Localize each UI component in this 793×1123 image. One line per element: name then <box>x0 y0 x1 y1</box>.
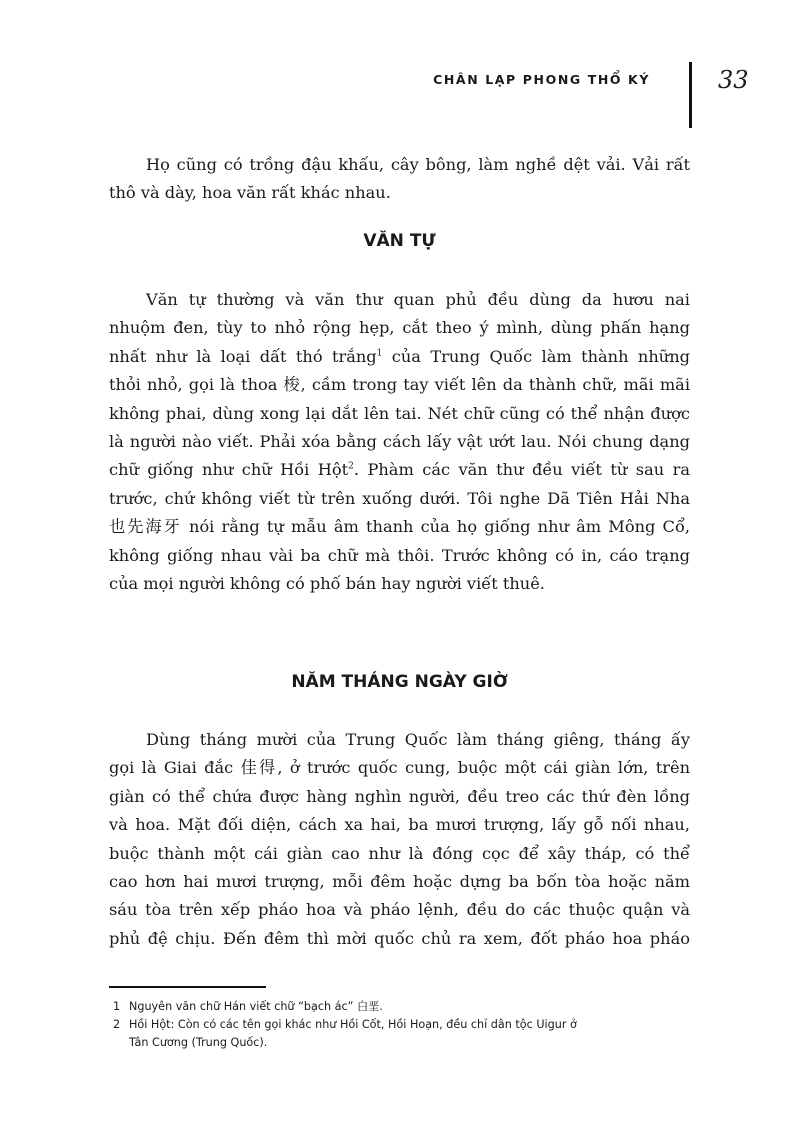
footnote-rule <box>109 986 266 988</box>
text-line: của mọi người không có phố bán hay người viết thuê. <box>109 573 545 593</box>
header-rule <box>689 62 692 128</box>
text-line <box>109 456 690 484</box>
text-line: sáu tòa trên xếp pháo hoa và pháo lệnh, đều do các thuộc quận và <box>109 900 690 920</box>
text: chữ giống như chữ Hồi Hột <box>109 460 349 480</box>
footnote-ref-1[interactable]: 1 <box>376 348 383 359</box>
text-line: Văn tự thường và văn thư quan phủ đều dùng da hươu nai <box>146 290 690 309</box>
footnote-2-continuation: Tân Cương (Trung Quốc). <box>129 1036 268 1049</box>
text: nhất như là loại dất thó trắng <box>109 346 377 366</box>
text-line: trước, chứ không viết từ trên xuống dưới. Tôi nghe Dã Tiên Hải Nha <box>109 488 690 508</box>
footnote-text: Nguyên văn chữ Hán viết chữ “bạch ác” 白垩. <box>129 1000 383 1013</box>
text-line: cao hơn hai mươi trượng, mỗi đêm hoặc dựng ba bốn tòa hoặc năm <box>109 871 690 891</box>
text-line: giàn có thể chứa được hàng nghìn người, đều treo các thứ đèn lồng <box>109 786 690 806</box>
footnote-2 <box>113 1016 713 1034</box>
footnote-ref-2[interactable]: 2 <box>348 461 354 472</box>
text-line: buộc thành một cái giàn cao như là đóng cọc để xây tháp, có thể <box>109 843 690 863</box>
text-line: không giống nhau vài ba chữ mà thôi. Trước không có in, cáo trạng <box>109 545 690 565</box>
text-line: phủ đệ chịu. Đến đêm thì mời quốc chủ ra xem, đốt pháo hoa pháo <box>109 928 690 948</box>
running-head: CHÂN LẠP PHONG THỔ KÝ <box>433 72 650 87</box>
text-line: thỏi nhỏ, gọi là thoa 梭, cầm trong tay viết lên da thành chữ, mãi mãi <box>109 375 690 395</box>
page-number: 33 <box>718 66 749 94</box>
section-heading-van-tu: VĂN TỰ <box>363 231 436 251</box>
text-line: không phai, dùng xong lại dắt lên tai. Nét chữ cũng có thể nhận được <box>109 403 690 423</box>
footnote-text: Hồi Hột: Còn có các tên gọi khác như Hồi Cốt, Hồi Hoạn, đều chỉ dân tộc Uigur ở <box>129 1018 577 1031</box>
text-line: 也先海牙 nói rằng tự mẫu âm thanh của họ giống như âm Mông Cổ, <box>109 517 690 537</box>
text-line <box>109 343 690 371</box>
section-nam-thang-body <box>109 726 690 953</box>
section-van-tu-body <box>109 286 690 598</box>
section-heading-nam-thang-ngay-gio: NĂM THÁNG NGÀY GIỜ <box>291 672 508 692</box>
text-line: là người nào viết. Phải xóa bằng cách lấy vật ướt lau. Nói chung dạng <box>109 431 690 451</box>
intro-paragraph <box>109 151 690 208</box>
footnotes <box>113 998 713 1052</box>
footnote-1 <box>113 998 713 1016</box>
text-line: Họ cũng có trồng đậu khấu, cây bông, làm nghề dệt vải. Vải rất <box>146 155 690 174</box>
footnote-number: 2 <box>113 1018 121 1031</box>
text: của Trung Quốc làm thành những <box>382 346 690 366</box>
footnote-number: 1 <box>113 1000 121 1013</box>
text: . Phàm các văn thư đều viết từ sau ra <box>353 460 690 480</box>
text-line: Dùng tháng mười của Trung Quốc làm tháng giêng, tháng ấy <box>146 730 690 749</box>
text-line: nhuộm đen, tùy to nhỏ rộng hẹp, cắt theo ý mình, dùng phấn hạng <box>109 318 690 338</box>
text-line: và hoa. Mặt đối diện, cách xa hai, ba mươi trượng, lấy gỗ nối nhau, <box>109 815 690 835</box>
text-line: thô và dày, hoa văn rất khác nhau. <box>109 183 391 203</box>
text-line: gọi là Giai đắc 佳得, ở trước quốc cung, buộc một cái giàn lớn, trên <box>109 758 690 778</box>
